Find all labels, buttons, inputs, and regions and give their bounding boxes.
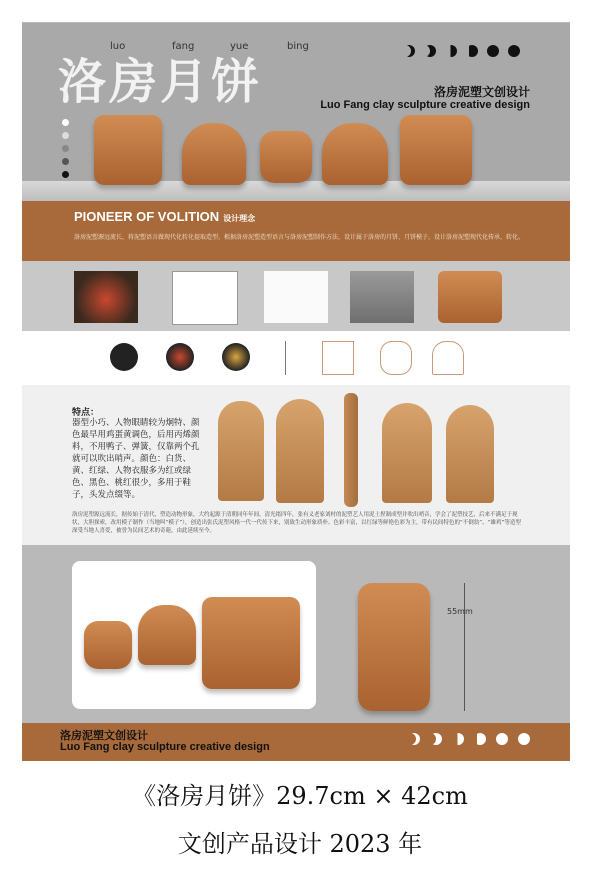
mold-back-image bbox=[382, 403, 432, 503]
rooster-toy-photo bbox=[110, 343, 138, 371]
concept-heading bbox=[74, 209, 255, 224]
tiger-toy-photo bbox=[222, 343, 250, 371]
flower-mooncake-image bbox=[260, 131, 312, 183]
full-moon-icon bbox=[508, 45, 520, 57]
crescent-moon-icon bbox=[403, 45, 415, 57]
full-moon-icon bbox=[496, 733, 508, 745]
dimension-line bbox=[464, 583, 465, 711]
mold-side-view-image bbox=[344, 393, 358, 507]
figure-sketch-icon bbox=[380, 341, 412, 375]
footer-title-cn: 洛房泥塑文创设计 bbox=[60, 729, 148, 742]
tiger-mooncake-image bbox=[94, 115, 162, 185]
flower-mooncake-render bbox=[84, 621, 132, 669]
line-sketch-image bbox=[172, 271, 238, 325]
outline-sketch-image bbox=[264, 271, 328, 323]
mooncake-render-panel bbox=[72, 561, 316, 709]
hero-banner bbox=[22, 23, 570, 201]
decorative-dots bbox=[62, 119, 69, 178]
artwork-caption-line1: 《洛房月饼》29.7cm × 42cm bbox=[132, 782, 468, 810]
concept-heading-cn: 设计理念 bbox=[223, 214, 256, 223]
artwork-caption-line2: 文创产品设计 2023 年 bbox=[177, 830, 423, 858]
final-mooncake-render-image bbox=[438, 271, 502, 323]
full-moon-icon bbox=[518, 733, 530, 745]
tiger-mooncake-render bbox=[202, 597, 300, 689]
half-moon-icon bbox=[452, 733, 464, 745]
tiger-sketch-icon bbox=[322, 341, 354, 375]
pinyin-fang: fang bbox=[172, 41, 195, 52]
divider bbox=[285, 341, 286, 375]
moon-phases-top bbox=[403, 45, 520, 57]
crescent-moon-icon bbox=[408, 733, 420, 745]
gibbous-moon-icon bbox=[474, 733, 486, 745]
dot-icon bbox=[62, 119, 69, 126]
3d-model-render-image bbox=[350, 271, 414, 323]
hero-subtitle-cn: 洛房泥塑文创设计 bbox=[433, 85, 530, 99]
concept-body: 洛房泥塑源远流长，将泥塑语言做现代化转化提取造型。根据洛房泥塑造型语言与洛房泥塑制作方法，设计属于洛房的月饼、月饼模子，设计洛房泥塑现代化传承、转化。 bbox=[74, 234, 525, 241]
features-long-text: 洛房泥塑源远流长，据传始于清代，塑造动物形象，大约起源于清朝同年年间。清光绪四年，张有义老家刘村的泥塑艺人用泥土捏制成型并吹出哨音，学会了泥塑技艺，后来不满足于现状，大胆探索，改用模子制作（当地叫“模子”），创造出张氏泥塑风格一代一代传下来，别致生动形象质朴。色彩丰富，以红绿等鲜艳色彩为主，带有民间特色的“不倒翁”、“雄鸡”等造型深受当地人喜爱，被誉为民间艺术的奇葩，由此延续至今。 bbox=[72, 512, 521, 534]
footer-title-en: Luo Fang clay sculpture creative design bbox=[60, 741, 270, 753]
poster-title: 洛房月饼 bbox=[58, 54, 263, 110]
concept-heading-en: PIONEER OF VOLITION bbox=[74, 209, 220, 224]
design-poster bbox=[22, 22, 570, 761]
pinyin-luo: luo bbox=[110, 41, 126, 52]
dot-icon bbox=[62, 158, 69, 165]
dot-icon bbox=[62, 132, 69, 139]
dot-icon bbox=[62, 145, 69, 152]
rooster-mooncake-render bbox=[138, 605, 196, 665]
mold-figure-image bbox=[276, 399, 324, 503]
half-moon-icon bbox=[445, 45, 457, 57]
reference-strip bbox=[22, 333, 570, 385]
pinyin-bing: bing bbox=[287, 41, 309, 52]
dimension-label: 55mm bbox=[447, 607, 473, 616]
rooster-mooncake-image bbox=[182, 123, 246, 185]
rooster-mooncake-image bbox=[322, 123, 388, 185]
features-body: 器型小巧、人物眼睛较为炯特、颜色最早用鸡蛋黄调色，后用丙烯颜料，不用鸭子、弹簧，仅靠两个孔就可以吹出哨声。颜色：白货、黄、红绿、人物衣服多为红或绿色、黑色、桃红很少，多用于鞋子，头发点缀等。 bbox=[72, 418, 200, 500]
hero-subtitle-en: Luo Fang clay sculpture creative design bbox=[320, 99, 530, 111]
pinyin-yue: yue bbox=[230, 41, 249, 52]
original-clay-toy-photo bbox=[74, 271, 138, 323]
crescent-moon-icon bbox=[430, 733, 442, 745]
moon-phases-bottom bbox=[408, 733, 530, 745]
mold-back-image bbox=[446, 405, 494, 503]
dot-icon bbox=[62, 171, 69, 178]
features-title: 特点： bbox=[72, 408, 100, 418]
rooster-sketch-icon bbox=[432, 341, 464, 375]
crescent-moon-icon bbox=[424, 45, 436, 57]
mooncake-side-render bbox=[358, 583, 430, 711]
mold-tiger-image bbox=[218, 401, 264, 501]
gibbous-moon-icon bbox=[466, 45, 478, 57]
figure-toy-photo bbox=[166, 343, 194, 371]
full-moon-icon bbox=[487, 45, 499, 57]
tiger-mooncake-image bbox=[400, 115, 472, 185]
